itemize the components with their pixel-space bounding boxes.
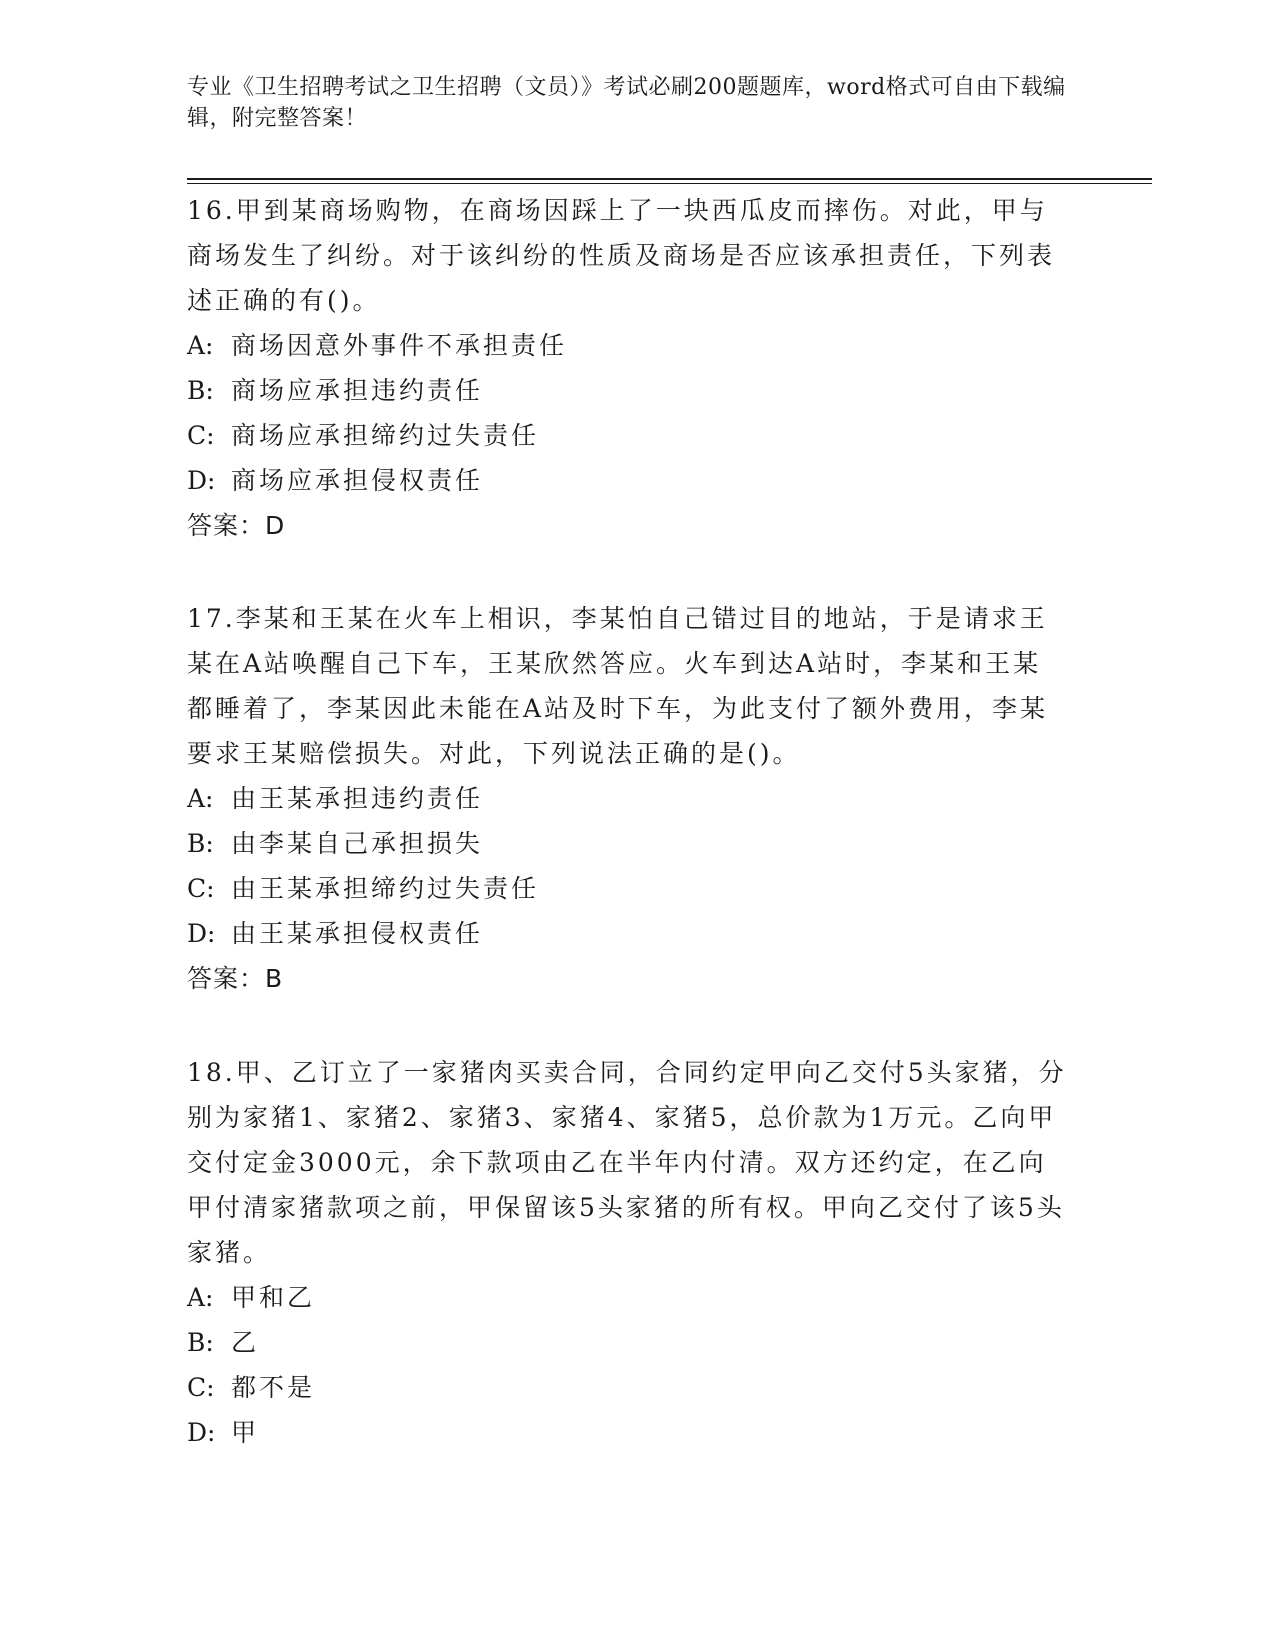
option-b (187, 821, 1067, 866)
question-number: 18. (187, 1058, 236, 1087)
option-letter: A: (187, 331, 214, 360)
header-divider-thin (187, 183, 1152, 184)
option-letter: D: (187, 466, 216, 495)
option-text: 商场应承担侵权责任 (231, 466, 484, 495)
option-text: 由王某承担违约责任 (231, 784, 484, 813)
option-text: 甲 (231, 1418, 260, 1447)
question-17 (187, 596, 1067, 1001)
document-header: 专业《卫生招聘考试之卫生招聘（文员）》考试必刷200题题库，word格式可自由下载编辑，附完整答案！ (187, 75, 1066, 131)
question-number: 17. (187, 604, 236, 633)
option-letter: A: (187, 784, 214, 813)
option-text: 甲和乙 (231, 1283, 316, 1312)
option-letter: B: (187, 376, 214, 405)
option-letter: C: (187, 421, 215, 450)
option-letter: B: (187, 1328, 214, 1357)
option-text: 由李某自己承担损失 (231, 829, 484, 858)
option-letter: B: (187, 829, 214, 858)
question-16 (187, 188, 1067, 548)
option-a (187, 323, 1067, 368)
option-text: 商场应承担违约责任 (231, 376, 484, 405)
option-b (187, 1320, 1067, 1365)
option-d (187, 911, 1067, 956)
option-letter: D: (187, 1418, 216, 1447)
option-text: 由王某承担侵权责任 (231, 919, 484, 948)
option-d (187, 1410, 1067, 1455)
question-text: 甲、乙订立了一家猪肉买卖合同，合同约定甲向乙交付5头家猪，分别为家猪1、家猪2、家猪3、家猪4、家猪5，总价款为1万元。乙向甲交付定金3000元，余下款项由乙在半年内付清。双方还约定，在乙向甲付清家猪款项之前，甲保留该5头家猪的所有权。甲向乙交付了该5头家猪。 (187, 1058, 1067, 1267)
question-stem (187, 188, 1067, 323)
question-text: 李某和王某在火车上相识，李某怕自己错过目的地站，于是请求王某在A站唤醒自己下车，王某欣然答应。火车到达A站时，李某和王某都睡着了，李某因此未能在A站及时下车，为此支付了额外费用，李某要求王某赔偿损失。对此，下列说法正确的是()。 (187, 604, 1049, 768)
answer-label: 答案：B (187, 964, 284, 993)
option-letter: D: (187, 919, 216, 948)
answer-label: 答案：D (187, 511, 286, 540)
option-c (187, 1365, 1067, 1410)
option-text: 乙 (231, 1328, 260, 1357)
option-text: 商场应承担缔约过失责任 (231, 421, 540, 450)
option-text: 由王某承担缔约过失责任 (231, 874, 540, 903)
question-text: 甲到某商场购物，在商场因踩上了一块西瓜皮而摔伤。对此，甲与商场发生了纠纷。对于该纠纷的性质及商场是否应该承担责任，下列表述正确的有()。 (187, 196, 1056, 315)
option-letter: A: (187, 1283, 214, 1312)
option-letter: C: (187, 1373, 215, 1402)
question-18 (187, 1050, 1067, 1455)
option-c (187, 413, 1067, 458)
question-stem (187, 1050, 1067, 1275)
option-text: 商场因意外事件不承担责任 (231, 331, 568, 360)
option-b (187, 368, 1067, 413)
option-letter: C: (187, 874, 215, 903)
header-divider-thick (187, 178, 1152, 180)
option-c (187, 866, 1067, 911)
option-text: 都不是 (231, 1373, 316, 1402)
option-a (187, 1275, 1067, 1320)
option-a (187, 776, 1067, 821)
question-stem (187, 596, 1067, 776)
question-number: 16. (187, 196, 236, 225)
option-d (187, 458, 1067, 503)
